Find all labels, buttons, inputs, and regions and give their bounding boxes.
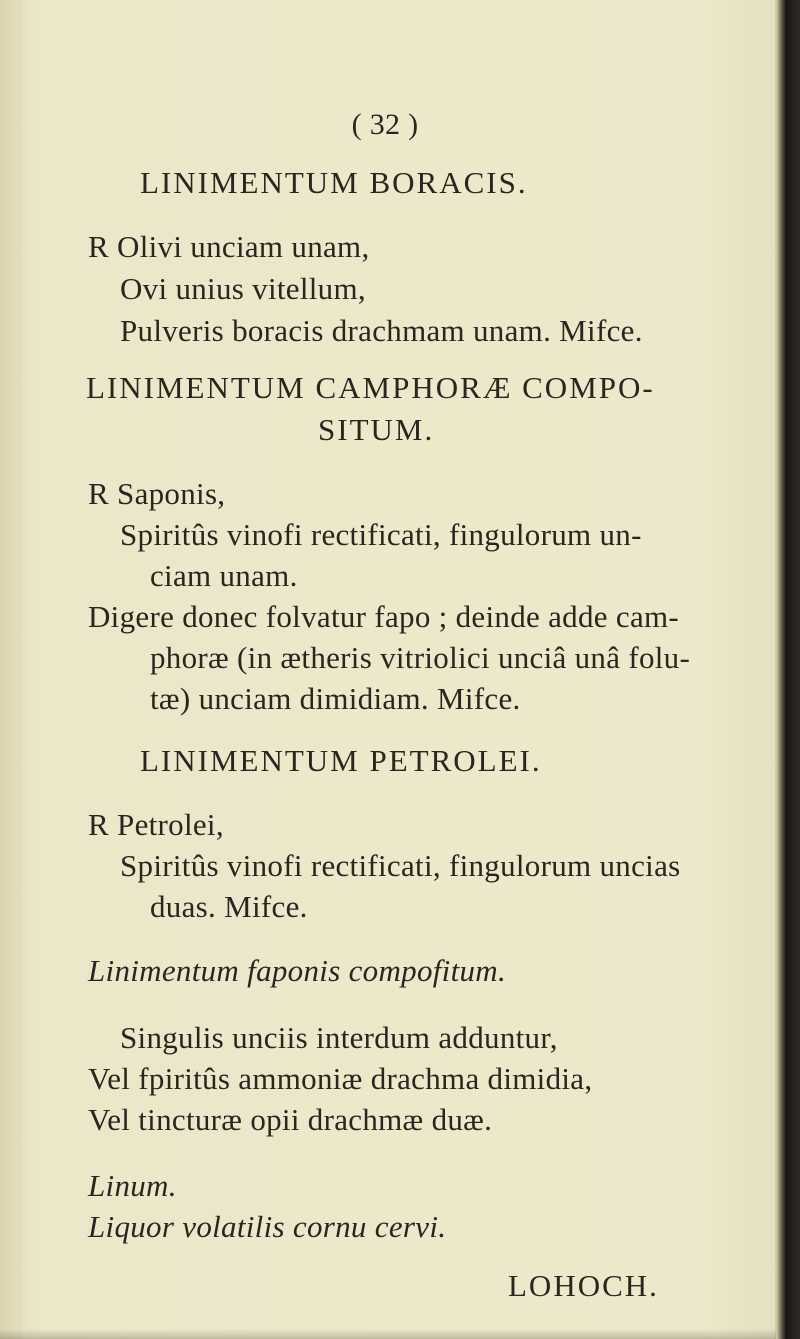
section-title-saponis: Linimentum faponis compofitum.	[88, 953, 507, 988]
catchword: LOHOCH.	[508, 1268, 659, 1303]
recipe-line: Vel fpiritûs ammoniæ drachma dimidia,	[88, 1061, 593, 1096]
section-title-camphorae: LINIMENTUM CAMPHORÆ COMPO-	[86, 370, 655, 405]
recipe-line: duas. Mifce.	[150, 889, 308, 924]
book-binding-edge	[776, 0, 800, 1339]
page-left-edge	[0, 0, 22, 1339]
section-title-camphorae-cont: SITUM.	[318, 412, 435, 447]
section-title-linum: Linum.	[88, 1168, 177, 1203]
recipe-line: R Olivi unciam unam,	[88, 229, 370, 264]
recipe-line: Spiritûs vinofi rectificati, fingulorum un-	[120, 517, 642, 552]
recipe-line: Digere donec folvatur fapo ; deinde adde cam-	[88, 599, 680, 634]
section-title-boracis: LINIMENTUM BORACIS.	[140, 165, 528, 200]
recipe-line: Pulveris boracis drachmam unam. Mifce.	[120, 313, 643, 348]
section-line-liquor: Liquor volatilis cornu cervi.	[88, 1209, 447, 1244]
recipe-line: R Saponis,	[88, 476, 226, 511]
recipe-line: Spiritûs vinofi rectificati, fingulorum uncias	[120, 848, 681, 883]
recipe-line: Vel tincturæ opii drachmæ duæ.	[88, 1102, 493, 1137]
page-bottom-shadow	[0, 1329, 776, 1339]
section-title-petrolei: LINIMENTUM PETROLEI.	[140, 743, 542, 778]
recipe-line: Singulis unciis interdum adduntur,	[120, 1020, 558, 1055]
recipe-line: Ovi unius vitellum,	[120, 271, 366, 306]
recipe-line: phoræ (in ætheris vitriolici unciâ unâ folu-	[150, 640, 691, 675]
page-number: ( 32 )	[351, 108, 419, 141]
recipe-line: R Petrolei,	[88, 807, 224, 842]
recipe-line: tæ) unciam dimidiam. Mifce.	[150, 681, 521, 716]
recipe-line: ciam unam.	[150, 558, 298, 593]
